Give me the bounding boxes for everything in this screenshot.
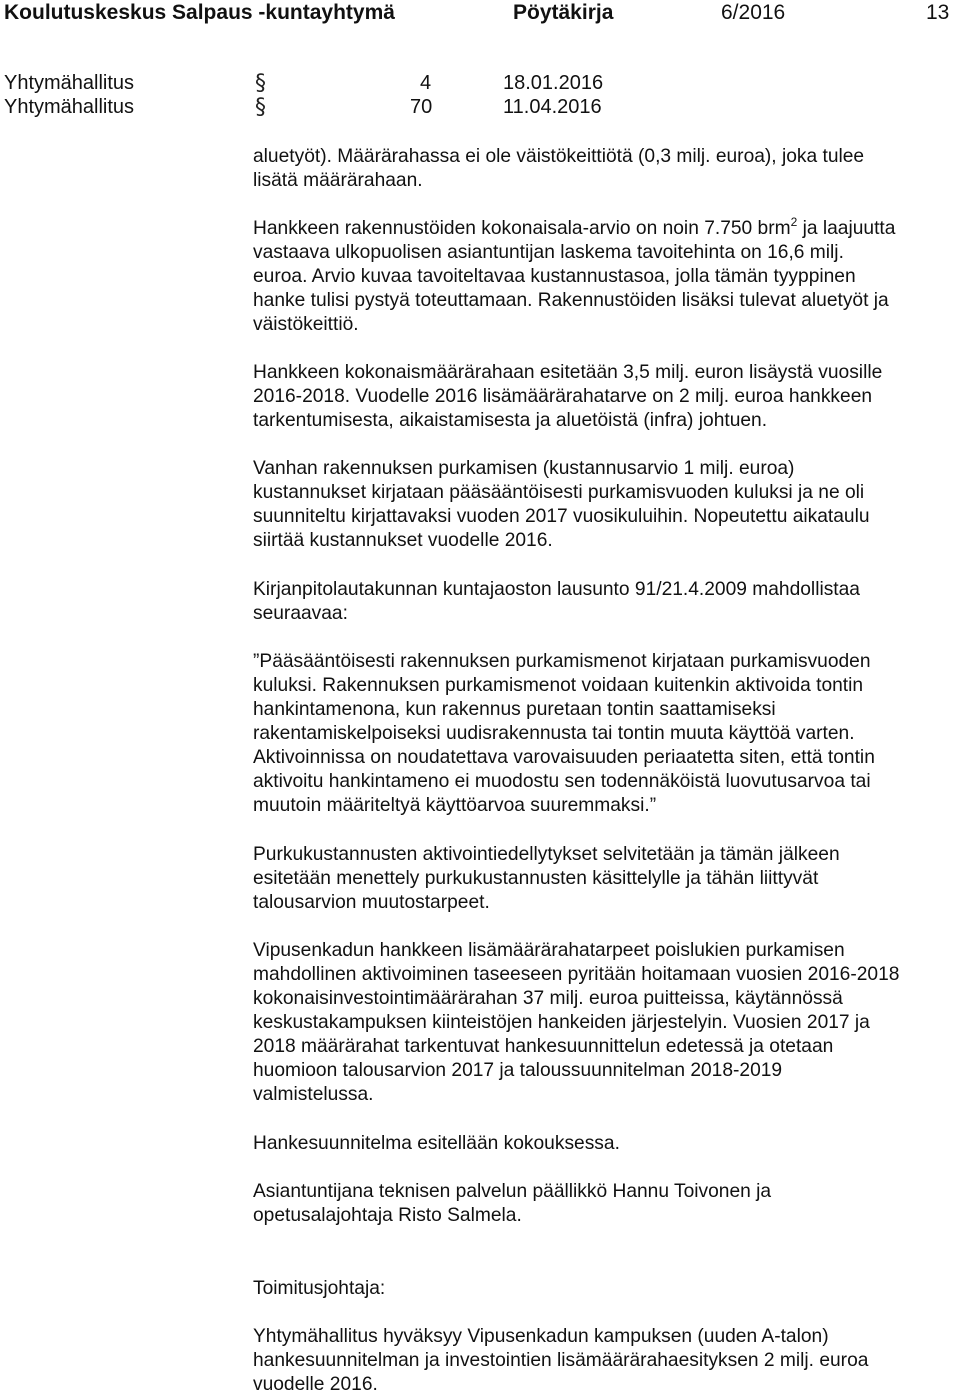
quote-line: Aktivoinnissa on noudatettava varovaisuuden periaatetta siten, että tontin xyxy=(253,747,875,768)
svg-text:§: § xyxy=(255,71,266,96)
text-line xyxy=(253,215,896,239)
organization-name: Koulutuskeskus Salpaus -kuntayhtymä xyxy=(4,1,395,24)
quote-line: kuluksi. Rakennuksen purkamismenot voidaan kuitenkin aktivoida tontin xyxy=(253,675,864,696)
text-line: valmistelussa. xyxy=(253,1084,374,1105)
text-line: Vipusenkadun hankkeen lisämäärärahatarpeet poislukien purkamisen xyxy=(253,940,845,961)
text-line: Hankesuunnitelma esitellään kokouksessa. xyxy=(253,1133,620,1154)
quote-line: rakentamiskelpoiseksi uudisrakennusta tai tontin muuta käyttöä varten. xyxy=(253,723,855,744)
text-line: esitetään menettely purkukustannusten käsittelylle ja tähän liittyvät xyxy=(253,868,819,889)
text-line: suunniteltu kirjattavaksi vuoden 2017 vuosikuluihin. Nopeutettu aikataulu xyxy=(253,506,870,527)
text-line: Vanhan rakennuksen purkamisen (kustannusarvio 1 milj. euroa) xyxy=(253,458,795,479)
text-line: mahdollinen aktivoiminen taseeseen pyritään hoitamaan vuosien 2016-2018 xyxy=(253,964,900,985)
text-line: lisätä määrärahaan. xyxy=(253,170,423,191)
text-line: 2016-2018. Vuodelle 2016 lisämäärärahatarve on 2 milj. euroa hankkeen xyxy=(253,386,873,407)
quote-line: muutoin määriteltyä käyttöarvoa suuremmaksi.” xyxy=(253,795,657,816)
text-line: Purkukustannusten aktivointiedellytykset selvitetään ja tämän jälkeen xyxy=(253,844,840,865)
text-line: vastaava ulkopuolisen asiantuntijan laskema tavoitehinta on 16,6 milj. xyxy=(253,242,844,263)
text-line-part: ja laajuutta xyxy=(797,218,896,239)
text-line: Yhtymähallitus hyväksyy Vipusenkadun kampuksen (uuden A-talon) xyxy=(253,1326,829,1347)
text-line: kokonaisinvestointimäärärahan 37 milj. euroa puitteissa, käytännössä xyxy=(253,988,843,1009)
text-line: väistökeittiö. xyxy=(253,314,359,335)
text-line: 2018 määrärahat tarkentuvat hankesuunnittelun edetessä ja otetaan xyxy=(253,1036,834,1057)
reference-date: 18.01.2016 xyxy=(503,72,604,94)
text-line: Asiantuntijana teknisen palvelun päällikkö Hannu Toivonen ja xyxy=(253,1181,772,1202)
quote-line: hankintamenona, kun rakennus puretaan tontin saattamiseksi xyxy=(253,699,776,720)
text-line: vuodelle 2016. xyxy=(253,1374,378,1395)
text-line: kustannukset kirjataan pääsääntöisesti purkamisvuoden kuluksi ja ne oli xyxy=(253,482,865,503)
text-line: Hankkeen kokonaismäärärahaan esitetään 3,5 milj. euron lisäystä vuosille xyxy=(253,362,883,383)
text-line: hanke tulisi pystyä toteuttamaan. Rakennustöiden lisäksi tulevat aluetyöt ja xyxy=(253,290,889,311)
text-line: opetusalajohtaja Risto Salmela. xyxy=(253,1205,522,1226)
text-line: aluetyöt). Määrärahassa ei ole väistökeittiötä (0,3 milj. euroa), joka tulee xyxy=(253,146,865,167)
svg-text:§: § xyxy=(255,95,266,120)
reference-section: 70 xyxy=(410,96,433,118)
reference-date: 11.04.2016 xyxy=(503,96,602,118)
section-sign-icon xyxy=(253,70,275,96)
text-line: tarkentumisesta, aikaistamisesta ja aluetöistä (infra) johtuen. xyxy=(253,410,768,431)
text-line: siirtää kustannukset vuodelle 2016. xyxy=(253,530,553,551)
issue-number: 6/2016 xyxy=(721,1,786,24)
text-line: keskustakampuksen kiinteistöjen hankeiden järjestelyin. Vuosien 2017 ja xyxy=(253,1012,870,1033)
reference-body: Yhtymähallitus xyxy=(4,96,135,118)
section-heading: Toimitusjohtaja: xyxy=(253,1278,386,1299)
document-type: Pöytäkirja xyxy=(513,1,614,24)
section-sign-icon xyxy=(253,94,275,120)
text-line-part: Hankkeen rakennustöiden kokonaisala-arvio on noin 7.750 brm xyxy=(253,218,791,239)
text-line: hankesuunnitelman ja investointien lisämäärärahaesityksen 2 milj. euroa xyxy=(253,1350,869,1371)
reference-body: Yhtymähallitus xyxy=(4,72,135,94)
text-line: seuraavaa: xyxy=(253,603,348,624)
text-line: Kirjanpitolautakunnan kuntajaoston lausunto 91/21.4.2009 mahdollistaa xyxy=(253,579,860,600)
text-line: talousarvion muutostarpeet. xyxy=(253,892,490,913)
page-number: 13 xyxy=(926,1,950,24)
quote-line: aktivoitu hankintameno ei muodostu sen todennäköistä luovutusarvoa tai xyxy=(253,771,871,792)
quote-line: ”Pääsääntöisesti rakennuksen purkamismenot kirjataan purkamisvuoden xyxy=(253,651,871,672)
text-line: huomioon talousarvion 2017 ja taloussuunnitelman 2018-2019 xyxy=(253,1060,783,1081)
reference-section: 4 xyxy=(420,72,432,94)
text-line: euroa. Arvio kuvaa tavoiteltavaa kustannustasoa, jolla tämän tyyppinen xyxy=(253,266,856,287)
superscript: 2 xyxy=(790,215,798,229)
